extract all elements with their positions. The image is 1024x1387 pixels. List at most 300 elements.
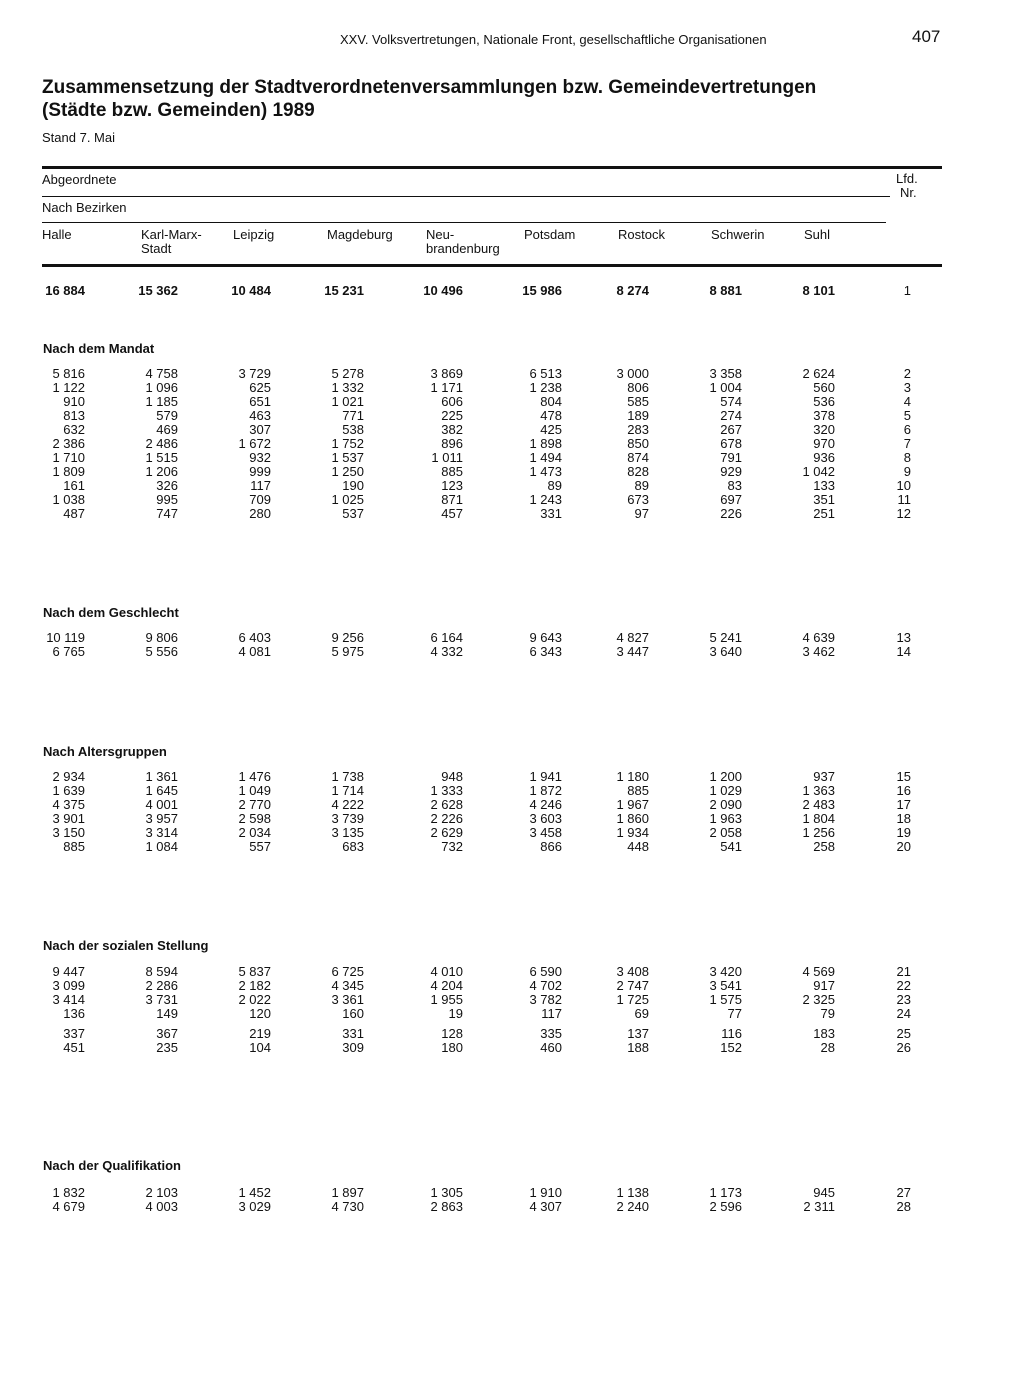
- table-cell: 4 001: [145, 797, 178, 812]
- table-cell: 3 408: [616, 964, 649, 979]
- table-cell: 1 476: [238, 769, 271, 784]
- table-row: [0, 812, 1024, 826]
- table-row: [0, 284, 1024, 298]
- lfd-nr-label: [896, 172, 918, 200]
- table-cell: 651: [249, 394, 271, 409]
- table-cell: 331: [540, 506, 562, 521]
- table-cell: 1 804: [802, 811, 835, 826]
- table-cell: 3 957: [145, 811, 178, 826]
- table-cell: 335: [540, 1026, 562, 1041]
- table-cell: 885: [63, 839, 85, 854]
- table-cell: 77: [727, 1006, 742, 1021]
- table-cell: 791: [720, 450, 742, 465]
- table-cell: 6 164: [430, 630, 463, 645]
- table-cell: 673: [627, 492, 649, 507]
- table-cell: 15 362: [138, 283, 178, 298]
- table-cell: 69: [634, 1006, 649, 1021]
- table-cell: 8 594: [145, 964, 178, 979]
- table-cell: 331: [342, 1026, 364, 1041]
- table-cell: 1 122: [52, 380, 85, 395]
- section-title: Nach dem Mandat: [43, 341, 155, 356]
- table-cell: 828: [627, 464, 649, 479]
- row-number: 4: [903, 394, 911, 409]
- table-cell: 4 003: [145, 1199, 178, 1214]
- table-cell: 10 119: [46, 630, 85, 645]
- table-cell: 3 420: [709, 964, 742, 979]
- table-cell: 3 640: [709, 644, 742, 659]
- table-cell: 560: [813, 380, 835, 395]
- table-cell: 89: [634, 478, 649, 493]
- table-cell: 2 240: [616, 1199, 649, 1214]
- table-cell: 6 513: [529, 366, 562, 381]
- section-title: Nach dem Geschlecht: [43, 605, 179, 620]
- table-cell: 1 452: [238, 1185, 271, 1200]
- table-cell: 6 765: [52, 644, 85, 659]
- table-cell: 161: [63, 478, 85, 493]
- page-number: 407: [912, 27, 941, 46]
- table-row: [0, 798, 1024, 812]
- row-number: 27: [896, 1185, 911, 1200]
- table-cell: 326: [156, 478, 178, 493]
- table-cell: 280: [249, 506, 271, 521]
- table-cell: 3 462: [802, 644, 835, 659]
- column-label-line-1: Schwerin: [711, 227, 765, 242]
- table-row: [0, 1041, 1024, 1055]
- row-number: 23: [896, 992, 911, 1007]
- table-cell: 9 643: [529, 630, 562, 645]
- table-cell: 463: [249, 408, 271, 423]
- table-cell: 137: [627, 1026, 649, 1041]
- table-cell: 871: [441, 492, 463, 507]
- table-cell: 4 758: [145, 366, 178, 381]
- table-cell: 2 934: [52, 769, 85, 784]
- table-cell: 89: [547, 478, 562, 493]
- table-cell: 4 332: [430, 644, 463, 659]
- table-cell: 309: [342, 1040, 364, 1055]
- table-cell: 538: [342, 422, 364, 437]
- table-cell: 678: [720, 436, 742, 451]
- table-row: [0, 770, 1024, 784]
- table-cell: 28: [820, 1040, 835, 1055]
- table-cell: 2 596: [709, 1199, 742, 1214]
- row-number: 25: [896, 1026, 911, 1041]
- table-cell: 190: [342, 478, 364, 493]
- table-cell: 136: [63, 1006, 85, 1021]
- table-cell: 79: [820, 1006, 835, 1021]
- table-cell: 579: [156, 408, 178, 423]
- table-cell: 1 138: [616, 1185, 649, 1200]
- row-number: 16: [896, 783, 911, 798]
- table-row: [0, 423, 1024, 437]
- column-label-0: [42, 228, 72, 242]
- table-cell: 2 182: [238, 978, 271, 993]
- table-cell: 225: [441, 408, 463, 423]
- table-cell: 116: [721, 1026, 742, 1041]
- table-cell: 4 679: [52, 1199, 85, 1214]
- chapter-header: XXV. Volksvertretungen, Nationale Front, gesellschaftliche Organisationen: [340, 32, 767, 47]
- table-cell: 771: [342, 408, 364, 423]
- table-cell: 152: [720, 1040, 742, 1055]
- table-cell: 10 496: [423, 283, 463, 298]
- table-cell: 2 747: [616, 978, 649, 993]
- column-label-line-1: Neu-: [426, 227, 455, 242]
- row-number: 19: [896, 825, 911, 840]
- table-cell: 10 484: [231, 283, 271, 298]
- section-title: Nach der Qualifikation: [43, 1158, 181, 1173]
- row-number: 2: [903, 366, 911, 381]
- column-label-5: [524, 228, 575, 242]
- table-cell: 6 725: [331, 964, 364, 979]
- table-row: [0, 437, 1024, 451]
- table-row: [0, 367, 1024, 381]
- table-cell: 1 898: [529, 436, 562, 451]
- table-cell: 1 185: [145, 394, 178, 409]
- table-cell: 917: [813, 978, 835, 993]
- table-cell: 874: [627, 450, 649, 465]
- row-number: 3: [903, 380, 911, 395]
- table-cell: 5 241: [709, 630, 742, 645]
- table-cell: 557: [249, 839, 271, 854]
- row-number: 18: [896, 811, 911, 826]
- page-title: [42, 76, 942, 122]
- row-number: 11: [897, 492, 911, 507]
- table-cell: 2 770: [238, 797, 271, 812]
- table-cell: 1 941: [529, 769, 562, 784]
- table-cell: 1 515: [145, 450, 178, 465]
- table-cell: 1 173: [709, 1185, 742, 1200]
- column-label-line-2: brandenburg: [426, 241, 500, 256]
- table-cell: 9 256: [331, 630, 364, 645]
- table-cell: 1 180: [616, 769, 649, 784]
- table-cell: 6 343: [529, 644, 562, 659]
- table-cell: 1 872: [529, 783, 562, 798]
- table-cell: 5 837: [238, 964, 271, 979]
- table-cell: 4 345: [331, 978, 364, 993]
- table-row: [0, 645, 1024, 659]
- table-cell: 2 483: [802, 797, 835, 812]
- row-number: 6: [903, 422, 911, 437]
- table-cell: 1 025: [331, 492, 364, 507]
- table-row: [0, 395, 1024, 409]
- table-cell: 160: [342, 1006, 364, 1021]
- table-cell: 1 738: [331, 769, 364, 784]
- table-cell: 117: [250, 478, 271, 493]
- header-rule-2: [42, 222, 886, 223]
- row-number: 17: [896, 797, 911, 812]
- column-label-line-1: Halle: [42, 227, 72, 242]
- table-cell: 2 598: [238, 811, 271, 826]
- table-cell: 2 058: [709, 825, 742, 840]
- table-cell: 378: [813, 408, 835, 423]
- table-cell: 19: [448, 1006, 463, 1021]
- table-cell: 1 361: [145, 769, 178, 784]
- table-cell: 1 575: [709, 992, 742, 1007]
- stand-date: Stand 7. Mai: [42, 130, 115, 145]
- table-cell: 2 624: [802, 366, 835, 381]
- table-cell: 104: [249, 1040, 271, 1055]
- table-cell: 885: [627, 783, 649, 798]
- table-cell: 1 832: [52, 1185, 85, 1200]
- table-cell: 910: [63, 394, 85, 409]
- table-cell: 83: [727, 478, 742, 493]
- table-cell: 813: [63, 408, 85, 423]
- table-cell: 4 010: [430, 964, 463, 979]
- table-cell: 945: [813, 1185, 835, 1200]
- table-cell: 8 881: [709, 283, 742, 298]
- column-label-4: [426, 228, 500, 256]
- table-row: [0, 465, 1024, 479]
- row-number: 13: [896, 630, 911, 645]
- table-row: [0, 409, 1024, 423]
- table-cell: 5 556: [145, 644, 178, 659]
- table-cell: 806: [627, 380, 649, 395]
- row-number: 15: [896, 769, 911, 784]
- table-cell: 478: [540, 408, 562, 423]
- table-row: [0, 631, 1024, 645]
- table-cell: 1 963: [709, 811, 742, 826]
- table-cell: 307: [249, 422, 271, 437]
- table-cell: 226: [720, 506, 742, 521]
- row-number: 26: [896, 1040, 911, 1055]
- table-cell: 1 243: [529, 492, 562, 507]
- table-cell: 128: [441, 1026, 463, 1041]
- table-row: [0, 479, 1024, 493]
- table-cell: 541: [720, 839, 742, 854]
- table-row: [0, 826, 1024, 840]
- table-cell: 1 809: [52, 464, 85, 479]
- column-label-1: [141, 228, 202, 256]
- table-cell: 885: [441, 464, 463, 479]
- table-cell: 3 414: [52, 992, 85, 1007]
- lfd-nr-line-1: Lfd.: [896, 171, 918, 186]
- table-cell: 1 256: [802, 825, 835, 840]
- table-cell: 2 325: [802, 992, 835, 1007]
- column-label-line-1: Rostock: [618, 227, 665, 242]
- table-row: [0, 1007, 1024, 1021]
- table-cell: 9 806: [145, 630, 178, 645]
- table-cell: 1 725: [616, 992, 649, 1007]
- table-cell: 709: [249, 492, 271, 507]
- table-cell: 3 729: [238, 366, 271, 381]
- table-cell: 258: [813, 839, 835, 854]
- table-row: [0, 381, 1024, 395]
- table-cell: 3 150: [52, 825, 85, 840]
- table-cell: 425: [540, 422, 562, 437]
- table-cell: 3 029: [238, 1199, 271, 1214]
- table-cell: 2 034: [238, 825, 271, 840]
- table-cell: 1 537: [331, 450, 364, 465]
- table-cell: 15 986: [522, 283, 562, 298]
- section-title: Nach Altersgruppen: [43, 744, 167, 759]
- table-cell: 995: [156, 492, 178, 507]
- table-cell: 469: [156, 422, 178, 437]
- table-cell: 15 231: [324, 283, 364, 298]
- table-cell: 4 081: [238, 644, 271, 659]
- table-cell: 896: [441, 436, 463, 451]
- table-cell: 2 628: [430, 797, 463, 812]
- column-label-line-1: Suhl: [804, 227, 831, 242]
- table-cell: 251: [813, 506, 835, 521]
- table-cell: 1 710: [52, 450, 85, 465]
- table-row: [0, 1186, 1024, 1200]
- table-cell: 4 246: [529, 797, 562, 812]
- table-cell: 1 494: [529, 450, 562, 465]
- table-cell: 337: [63, 1026, 85, 1041]
- row-number: 5: [903, 408, 911, 423]
- table-cell: 267: [720, 422, 742, 437]
- table-cell: 606: [441, 394, 463, 409]
- table-cell: 219: [249, 1026, 271, 1041]
- table-cell: 3 901: [52, 811, 85, 826]
- table-cell: 189: [627, 408, 649, 423]
- row-number: 1: [903, 283, 911, 298]
- table-cell: 4 375: [52, 797, 85, 812]
- table-cell: 451: [63, 1040, 85, 1055]
- table-cell: 1 011: [431, 450, 463, 465]
- table-cell: 8 274: [616, 283, 649, 298]
- table-row: [0, 451, 1024, 465]
- row-number: 21: [896, 964, 911, 979]
- table-cell: 537: [342, 506, 364, 521]
- column-label-line-1: Potsdam: [524, 227, 576, 242]
- table-cell: 970: [813, 436, 835, 451]
- table-cell: 4 222: [331, 797, 364, 812]
- table-cell: 747: [156, 506, 178, 521]
- table-cell: 1 096: [145, 380, 178, 395]
- abgeordnete-label: Abgeordnete: [42, 172, 117, 187]
- row-number: 28: [896, 1199, 911, 1214]
- row-number: 8: [903, 450, 911, 465]
- table-cell: 683: [342, 839, 364, 854]
- table-cell: 1 860: [616, 811, 649, 826]
- table-cell: 8 101: [802, 283, 835, 298]
- table-cell: 1 639: [52, 783, 85, 798]
- table-cell: 4 730: [331, 1199, 364, 1214]
- table-cell: 632: [63, 422, 85, 437]
- table-cell: 3 358: [709, 366, 742, 381]
- title-line-1: Zusammensetzung der Stadtverordnetenversammlungen bzw. Gemeindevertretungen: [42, 77, 817, 98]
- table-cell: 1 897: [331, 1185, 364, 1200]
- table-cell: 937: [813, 769, 835, 784]
- table-cell: 3 603: [529, 811, 562, 826]
- table-cell: 4 702: [529, 978, 562, 993]
- table-cell: 1 049: [238, 783, 271, 798]
- table-cell: 1 910: [529, 1185, 562, 1200]
- table-cell: 2 103: [145, 1185, 178, 1200]
- table-cell: 351: [813, 492, 835, 507]
- table-row: [0, 507, 1024, 521]
- table-cell: 183: [813, 1026, 835, 1041]
- table-cell: 16 884: [45, 283, 85, 298]
- column-label-2: [233, 228, 274, 242]
- table-cell: 320: [813, 422, 835, 437]
- table-cell: 2 226: [430, 811, 463, 826]
- table-cell: 1 042: [802, 464, 835, 479]
- table-cell: 1 967: [616, 797, 649, 812]
- table-cell: 1 752: [331, 436, 364, 451]
- table-cell: 3 782: [529, 992, 562, 1007]
- table-cell: 6 590: [529, 964, 562, 979]
- table-cell: 2 286: [145, 978, 178, 993]
- table-cell: 382: [441, 422, 463, 437]
- table-cell: 932: [249, 450, 271, 465]
- table-cell: 5 278: [331, 366, 364, 381]
- table-cell: 1 200: [709, 769, 742, 784]
- table-cell: 1 955: [430, 992, 463, 1007]
- row-number: 10: [896, 478, 911, 493]
- header-bottom-rule: [42, 264, 942, 267]
- table-cell: 133: [813, 478, 835, 493]
- table-cell: 929: [720, 464, 742, 479]
- table-cell: 367: [156, 1026, 178, 1041]
- table-cell: 804: [540, 394, 562, 409]
- table-cell: 487: [63, 506, 85, 521]
- table-row: [0, 784, 1024, 798]
- table-cell: 117: [541, 1006, 562, 1021]
- lfd-nr-line-2: Nr.: [900, 185, 917, 200]
- table-cell: 1 250: [331, 464, 364, 479]
- table-row: [0, 1200, 1024, 1214]
- table-cell: 574: [720, 394, 742, 409]
- nach-bezirken-label: Nach Bezirken: [42, 200, 127, 215]
- column-label-7: [711, 228, 764, 242]
- row-number: 14: [896, 644, 911, 659]
- table-cell: 1 645: [145, 783, 178, 798]
- table-cell: 850: [627, 436, 649, 451]
- table-cell: 5 975: [331, 644, 364, 659]
- table-cell: 3 314: [145, 825, 178, 840]
- table-row: [0, 840, 1024, 854]
- table-cell: 4 569: [802, 964, 835, 979]
- table-cell: 1 332: [331, 380, 364, 395]
- table-cell: 2 386: [52, 436, 85, 451]
- table-cell: 3 458: [529, 825, 562, 840]
- table-cell: 3 099: [52, 978, 85, 993]
- table-cell: 2 311: [803, 1199, 835, 1214]
- section-title: Nach der sozialen Stellung: [43, 938, 209, 953]
- column-label-3: [327, 228, 393, 242]
- table-cell: 625: [249, 380, 271, 395]
- row-number: 20: [896, 839, 911, 854]
- column-label-line-1: Leipzig: [233, 227, 275, 242]
- table-cell: 180: [441, 1040, 463, 1055]
- table-cell: 1 363: [802, 783, 835, 798]
- table-cell: 448: [627, 839, 649, 854]
- table-cell: 149: [156, 1006, 178, 1021]
- table-cell: 3 541: [709, 978, 742, 993]
- column-label-line-1: Karl-Marx-: [141, 227, 202, 242]
- table-cell: 97: [634, 506, 649, 521]
- table-cell: 866: [540, 839, 562, 854]
- table-cell: 3 869: [430, 366, 463, 381]
- table-row: [0, 979, 1024, 993]
- table-cell: 457: [441, 506, 463, 521]
- table-cell: 536: [813, 394, 835, 409]
- table-cell: 999: [249, 464, 271, 479]
- table-cell: 274: [720, 408, 742, 423]
- table-cell: 3 739: [331, 811, 364, 826]
- table-cell: 123: [441, 478, 463, 493]
- table-cell: 1 333: [430, 783, 463, 798]
- column-label-line-1: Magdeburg: [327, 227, 393, 242]
- table-cell: 948: [441, 769, 463, 784]
- table-cell: 1 171: [430, 380, 463, 395]
- title-line-2: (Städte bzw. Gemeinden) 1989: [42, 100, 315, 121]
- table-cell: 4 307: [529, 1199, 562, 1214]
- table-cell: 697: [720, 492, 742, 507]
- table-cell: 2 486: [145, 436, 178, 451]
- table-cell: 1 714: [331, 783, 364, 798]
